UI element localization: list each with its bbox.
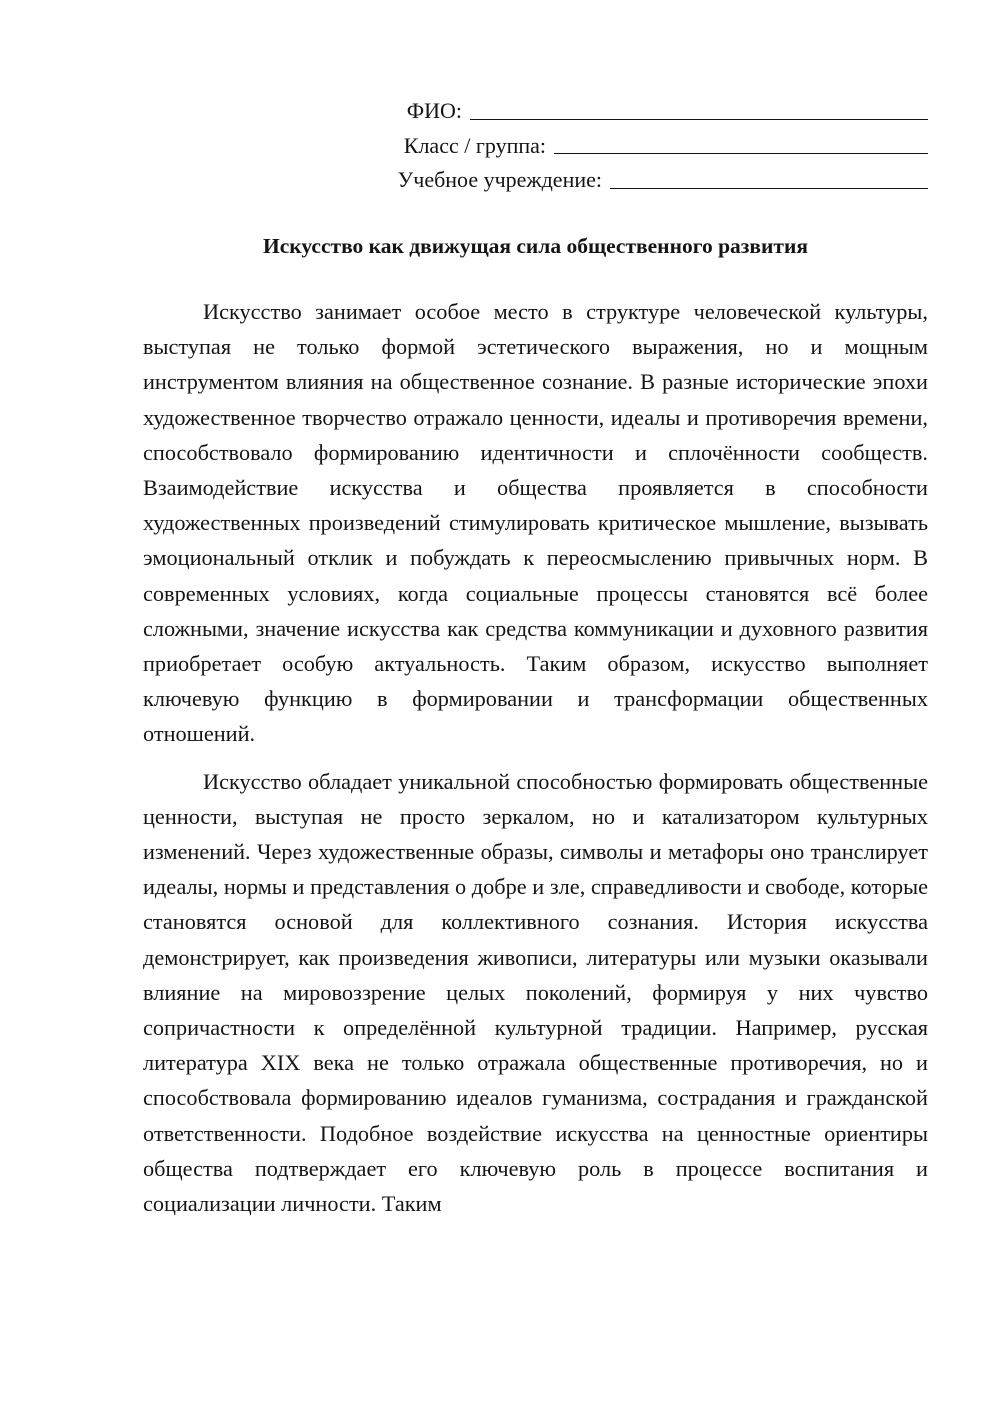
school-blank-line xyxy=(610,188,928,189)
class-label: Класс / группа: xyxy=(403,132,546,158)
class-blank-line xyxy=(554,153,928,154)
school-field xyxy=(300,163,928,198)
school-label: Учебное учреждение: xyxy=(397,167,602,192)
fio-blank-line xyxy=(470,119,928,120)
fio-field xyxy=(300,94,928,129)
document-body xyxy=(143,294,928,1233)
student-info-fields xyxy=(300,94,928,198)
paragraph-2: Искусство обладает уникальной способностью формировать общественные ценности, выступая не просто зеркалом, но и катализатором культурных изменений. Через художественные образы, символы и метафоры оно транслирует идеалы, нормы и представления о добре и зле, справедливости и свободе, которые становятся основой для коллективного сознания. История искусства демонстрирует, как произведения живописи, литературы или музыки оказывали влияние на мировоззрение целых поколений, формируя у них чувство сопричастности к определённой культурной традиции. Например, русская литература XIX века не только отражала общественные противоречия, но и способствовала формированию идеалов гуманизма, сострадания и гражданской ответственности. Подобное воздействие искусства на ценностные ориентиры общества подтверждает его ключевую роль в процессе воспитания и социализации личности. Таким xyxy=(143,768,928,1217)
document-title: Искусство как движущая сила общественного развития xyxy=(262,234,808,258)
fio-label: ФИО: xyxy=(406,98,462,123)
paragraph-1: Искусство занимает особое место в структуре человеческой культуры, выступая не только формой эстетического выражения, но и мощным инструментом влияния на общественное сознание. В разные исторические эпохи художественное творчество отражало ценности, идеалы и противоречия времени, способствовало формированию идентичности и сплочённости сообществ. Взаимодействие искусства и общества проявляется в способности художественных произведений стимулировать критическое мышление, вызывать эмоциональный отклик и побуждать к переосмыслению привычных норм. В современных условиях, когда социальные процессы становятся всё более сложными, значение искусства как средства коммуникации и духовного развития приобретает особую актуальность. Таким образом, искусство выполняет ключевую функцию в формировании и трансформации общественных отношений. xyxy=(143,299,928,747)
class-field xyxy=(300,129,928,164)
